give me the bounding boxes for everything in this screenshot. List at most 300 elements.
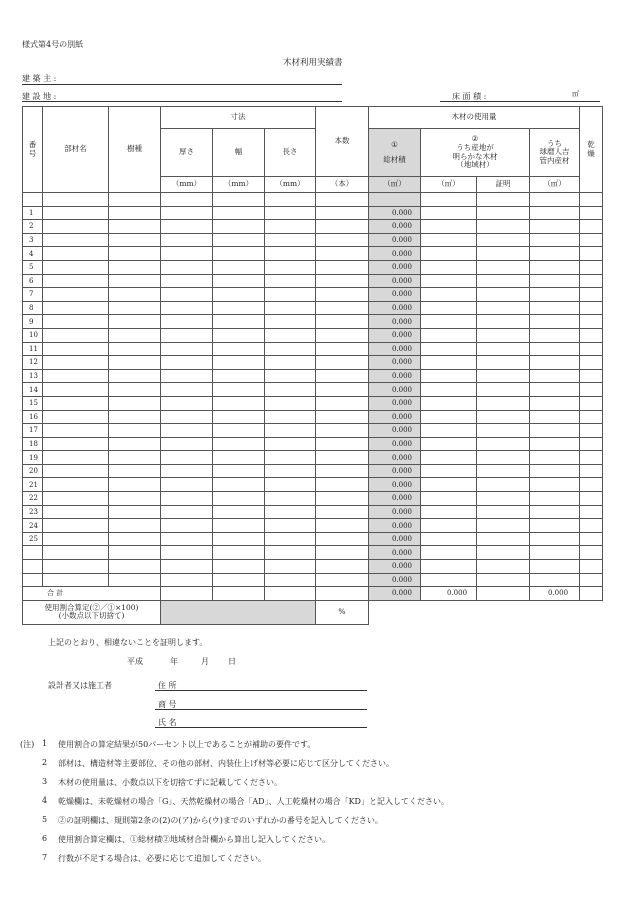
row-cell[interactable]: [477, 247, 530, 261]
row-cell[interactable]: [161, 301, 213, 315]
row-cell[interactable]: [161, 356, 213, 370]
row-cell[interactable]: [580, 383, 603, 397]
row-cell[interactable]: [213, 546, 265, 560]
row-cell[interactable]: [265, 492, 316, 506]
row-cell[interactable]: [580, 247, 603, 261]
row-cell[interactable]: [421, 328, 477, 342]
row-cell[interactable]: [421, 260, 477, 274]
row-cell[interactable]: [109, 301, 161, 315]
row-cell[interactable]: [421, 478, 477, 492]
row-cell[interactable]: [265, 356, 316, 370]
row-cell[interactable]: [316, 247, 369, 261]
row-cell[interactable]: [109, 315, 161, 329]
row-cell[interactable]: [421, 315, 477, 329]
row-cell[interactable]: [530, 342, 580, 356]
row-cell[interactable]: [580, 220, 603, 234]
row-cell[interactable]: [213, 532, 265, 546]
row-cell[interactable]: [530, 396, 580, 410]
row-cell[interactable]: [109, 356, 161, 370]
row-cell[interactable]: [109, 274, 161, 288]
row-cell[interactable]: [161, 410, 213, 424]
row-cell[interactable]: [213, 301, 265, 315]
row-cell[interactable]: [421, 301, 477, 315]
row-cell[interactable]: [421, 532, 477, 546]
row-cell[interactable]: [530, 383, 580, 397]
row-cell[interactable]: [580, 546, 603, 560]
row-cell[interactable]: [316, 220, 369, 234]
row-cell[interactable]: [477, 260, 530, 274]
row-cell[interactable]: [109, 519, 161, 533]
floor-area-field[interactable]: [440, 101, 600, 102]
row-cell[interactable]: [265, 369, 316, 383]
row-cell[interactable]: [580, 519, 603, 533]
row-cell[interactable]: [161, 424, 213, 438]
row-cell[interactable]: [43, 560, 109, 574]
row-cell[interactable]: [580, 301, 603, 315]
row-cell[interactable]: [580, 369, 603, 383]
row-cell[interactable]: [109, 206, 161, 220]
row-cell[interactable]: [530, 193, 580, 207]
row-cell[interactable]: [213, 342, 265, 356]
row-cell[interactable]: [530, 464, 580, 478]
row-cell[interactable]: [43, 464, 109, 478]
row-cell[interactable]: [421, 356, 477, 370]
row-cell[interactable]: [161, 233, 213, 247]
row-cell[interactable]: [477, 328, 530, 342]
row-cell[interactable]: [421, 220, 477, 234]
row-cell[interactable]: [109, 505, 161, 519]
row-cell[interactable]: [213, 451, 265, 465]
row-cell[interactable]: [530, 260, 580, 274]
row-cell[interactable]: [530, 573, 580, 587]
row-cell[interactable]: [316, 492, 369, 506]
row-cell[interactable]: [109, 424, 161, 438]
row-cell[interactable]: [530, 233, 580, 247]
row-cell[interactable]: [477, 410, 530, 424]
row-cell[interactable]: [316, 260, 369, 274]
row-cell[interactable]: [580, 560, 603, 574]
row-cell[interactable]: [43, 519, 109, 533]
row-cell[interactable]: [265, 288, 316, 302]
row-cell[interactable]: [213, 274, 265, 288]
row-cell[interactable]: [316, 451, 369, 465]
row-cell[interactable]: [265, 383, 316, 397]
row-cell[interactable]: [161, 220, 213, 234]
row-cell[interactable]: [109, 492, 161, 506]
row-cell[interactable]: [161, 193, 213, 207]
row-cell[interactable]: [316, 505, 369, 519]
row-cell[interactable]: [265, 206, 316, 220]
row-cell[interactable]: [580, 451, 603, 465]
row-cell[interactable]: [265, 315, 316, 329]
row-cell[interactable]: [421, 464, 477, 478]
row-cell[interactable]: [530, 519, 580, 533]
row-cell[interactable]: [530, 369, 580, 383]
row-cell[interactable]: [161, 492, 213, 506]
row-cell[interactable]: [477, 560, 530, 574]
row-cell[interactable]: [477, 546, 530, 560]
row-cell[interactable]: [161, 315, 213, 329]
row-cell[interactable]: [316, 288, 369, 302]
row-cell[interactable]: [213, 383, 265, 397]
row-cell[interactable]: [109, 532, 161, 546]
row-cell[interactable]: [109, 342, 161, 356]
row-cell[interactable]: [316, 342, 369, 356]
row-cell[interactable]: [477, 206, 530, 220]
row-cell[interactable]: [109, 451, 161, 465]
row-cell[interactable]: [109, 288, 161, 302]
row-cell[interactable]: [421, 424, 477, 438]
row-cell[interactable]: [316, 356, 369, 370]
row-cell[interactable]: [109, 560, 161, 574]
row-cell[interactable]: [43, 247, 109, 261]
row-cell[interactable]: [43, 369, 109, 383]
row-cell[interactable]: [316, 464, 369, 478]
row-cell[interactable]: [477, 519, 530, 533]
row-cell[interactable]: [213, 247, 265, 261]
row-cell[interactable]: [265, 410, 316, 424]
row-cell[interactable]: [43, 505, 109, 519]
row-cell[interactable]: [43, 383, 109, 397]
row-cell[interactable]: [530, 492, 580, 506]
row-cell[interactable]: [580, 464, 603, 478]
row-cell[interactable]: [530, 424, 580, 438]
row-cell[interactable]: [109, 247, 161, 261]
row-cell[interactable]: [530, 546, 580, 560]
row-cell[interactable]: [43, 260, 109, 274]
row-cell[interactable]: [530, 478, 580, 492]
row-cell[interactable]: [580, 478, 603, 492]
row-cell[interactable]: [265, 328, 316, 342]
row-cell[interactable]: [530, 328, 580, 342]
row-cell[interactable]: [477, 492, 530, 506]
row-cell[interactable]: [316, 233, 369, 247]
row-cell[interactable]: [421, 233, 477, 247]
row-cell[interactable]: [265, 233, 316, 247]
row-cell[interactable]: [530, 410, 580, 424]
row-cell[interactable]: [421, 573, 477, 587]
row-cell[interactable]: [43, 342, 109, 356]
row-cell[interactable]: [161, 451, 213, 465]
row-cell[interactable]: [477, 424, 530, 438]
row-cell[interactable]: [43, 532, 109, 546]
row-cell[interactable]: [421, 505, 477, 519]
row-cell[interactable]: [530, 206, 580, 220]
row-cell[interactable]: [161, 546, 213, 560]
row-cell[interactable]: [43, 328, 109, 342]
row-cell[interactable]: [477, 464, 530, 478]
row-number: [23, 560, 43, 574]
row-cell[interactable]: [421, 410, 477, 424]
row-cell[interactable]: [530, 451, 580, 465]
row-cell[interactable]: [530, 274, 580, 288]
row-cell[interactable]: [43, 233, 109, 247]
row-cell[interactable]: [213, 437, 265, 451]
row-cell[interactable]: [109, 260, 161, 274]
address-field[interactable]: [155, 690, 367, 691]
row-cell[interactable]: [316, 560, 369, 574]
row-cell[interactable]: [213, 288, 265, 302]
row-cell[interactable]: [265, 546, 316, 560]
row-cell[interactable]: [421, 342, 477, 356]
row-cell[interactable]: [477, 383, 530, 397]
row-cell[interactable]: [530, 301, 580, 315]
row-cell[interactable]: [213, 492, 265, 506]
row-cell[interactable]: [316, 369, 369, 383]
row-cell[interactable]: [477, 437, 530, 451]
row-cell[interactable]: [43, 396, 109, 410]
row-cell[interactable]: [421, 247, 477, 261]
row-cell[interactable]: [213, 573, 265, 587]
row-cell[interactable]: [161, 260, 213, 274]
row-cell[interactable]: [477, 356, 530, 370]
row-cell[interactable]: [43, 315, 109, 329]
row-cell[interactable]: [316, 424, 369, 438]
row-cell[interactable]: [161, 383, 213, 397]
row-cell[interactable]: [421, 206, 477, 220]
row-cell[interactable]: [161, 505, 213, 519]
row-cell[interactable]: [109, 546, 161, 560]
row-cell[interactable]: [265, 301, 316, 315]
row-cell[interactable]: [265, 424, 316, 438]
row-cell[interactable]: [43, 356, 109, 370]
row-cell[interactable]: [421, 383, 477, 397]
row-cell[interactable]: [421, 519, 477, 533]
row-cell[interactable]: [316, 193, 369, 207]
row-cell[interactable]: [161, 206, 213, 220]
row-cell[interactable]: [316, 396, 369, 410]
row-cell[interactable]: [580, 492, 603, 506]
row-cell[interactable]: [580, 206, 603, 220]
row-cell[interactable]: [580, 573, 603, 587]
row-cell[interactable]: [421, 193, 477, 207]
row-cell[interactable]: [265, 274, 316, 288]
row-cell[interactable]: [530, 532, 580, 546]
row-cell[interactable]: [161, 369, 213, 383]
row-cell[interactable]: [213, 424, 265, 438]
row-cell[interactable]: [316, 301, 369, 315]
row-cell[interactable]: [213, 519, 265, 533]
row-cell[interactable]: [213, 464, 265, 478]
row-cell[interactable]: [109, 369, 161, 383]
row-cell[interactable]: [316, 206, 369, 220]
row-cell[interactable]: [580, 410, 603, 424]
row-cell[interactable]: [477, 288, 530, 302]
row-cell[interactable]: [477, 396, 530, 410]
row-cell[interactable]: [265, 505, 316, 519]
row-cell[interactable]: [421, 546, 477, 560]
row-cell[interactable]: [580, 396, 603, 410]
row-cell[interactable]: [213, 356, 265, 370]
row-cell[interactable]: [213, 505, 265, 519]
row-cell[interactable]: [316, 546, 369, 560]
row-cell[interactable]: [316, 274, 369, 288]
row-cell[interactable]: [109, 193, 161, 207]
name-field[interactable]: [155, 727, 367, 728]
row-cell[interactable]: [265, 247, 316, 261]
note-text: 木材の使用量は、小数点以下を切捨てずに記載してください。: [58, 778, 282, 787]
row-cell[interactable]: [161, 573, 213, 587]
row-cell[interactable]: [265, 532, 316, 546]
row-cell[interactable]: [161, 396, 213, 410]
row-cell[interactable]: [421, 560, 477, 574]
row-cell[interactable]: [213, 260, 265, 274]
row-cell[interactable]: [421, 396, 477, 410]
row-cell[interactable]: [109, 464, 161, 478]
row-cell[interactable]: [421, 437, 477, 451]
row-cell[interactable]: [477, 505, 530, 519]
row-cell[interactable]: [43, 437, 109, 451]
row-cell[interactable]: [477, 220, 530, 234]
row-cell[interactable]: [530, 560, 580, 574]
row-cell[interactable]: [161, 437, 213, 451]
row-cell[interactable]: [580, 342, 603, 356]
row-cell[interactable]: [265, 560, 316, 574]
row-cell[interactable]: [161, 560, 213, 574]
row-cell[interactable]: [530, 356, 580, 370]
row-cell[interactable]: [316, 519, 369, 533]
row-cell[interactable]: [43, 478, 109, 492]
row-cell[interactable]: [43, 274, 109, 288]
row-cell[interactable]: [213, 328, 265, 342]
row-cell[interactable]: [161, 328, 213, 342]
row-cell[interactable]: [477, 478, 530, 492]
row-cell[interactable]: [530, 247, 580, 261]
row-cell[interactable]: [580, 505, 603, 519]
row-cell[interactable]: [213, 369, 265, 383]
row-cell[interactable]: [265, 573, 316, 587]
row-cell[interactable]: [265, 193, 316, 207]
row-cell[interactable]: [161, 288, 213, 302]
row-cell[interactable]: [477, 369, 530, 383]
row-cell[interactable]: [580, 288, 603, 302]
row-cell[interactable]: [265, 478, 316, 492]
row-cell[interactable]: [213, 478, 265, 492]
row-cell[interactable]: [43, 546, 109, 560]
row-cell[interactable]: [316, 328, 369, 342]
row-total-volume: 0.000: [369, 274, 421, 288]
row-cell[interactable]: [316, 478, 369, 492]
row-cell[interactable]: [580, 437, 603, 451]
row-cell[interactable]: [109, 233, 161, 247]
row-cell[interactable]: [43, 206, 109, 220]
row-cell[interactable]: [580, 356, 603, 370]
row-cell[interactable]: [213, 315, 265, 329]
row-cell[interactable]: [43, 301, 109, 315]
row-cell[interactable]: [316, 410, 369, 424]
row-cell[interactable]: [477, 233, 530, 247]
row-cell[interactable]: [43, 451, 109, 465]
row-cell[interactable]: [421, 274, 477, 288]
row-cell[interactable]: [316, 315, 369, 329]
row-cell[interactable]: [265, 342, 316, 356]
row-cell[interactable]: [213, 396, 265, 410]
row-cell[interactable]: [161, 464, 213, 478]
row-cell[interactable]: [213, 410, 265, 424]
table-row: [23, 478, 603, 492]
row-cell[interactable]: [530, 315, 580, 329]
row-cell[interactable]: [530, 220, 580, 234]
row-cell[interactable]: [161, 342, 213, 356]
row-cell[interactable]: [213, 193, 265, 207]
row-cell[interactable]: [265, 396, 316, 410]
row-cell[interactable]: [213, 220, 265, 234]
row-cell[interactable]: [580, 233, 603, 247]
row-cell[interactable]: [161, 478, 213, 492]
row-cell[interactable]: [109, 383, 161, 397]
row-cell[interactable]: [477, 315, 530, 329]
row-cell[interactable]: [161, 532, 213, 546]
row-cell[interactable]: [213, 560, 265, 574]
row-cell[interactable]: [265, 519, 316, 533]
row-cell[interactable]: [213, 233, 265, 247]
row-cell[interactable]: [580, 424, 603, 438]
row-cell[interactable]: [43, 424, 109, 438]
row-cell[interactable]: [213, 206, 265, 220]
row-cell[interactable]: [580, 532, 603, 546]
row-cell[interactable]: [580, 274, 603, 288]
row-cell[interactable]: [477, 573, 530, 587]
row-cell[interactable]: [109, 573, 161, 587]
row-cell[interactable]: [316, 573, 369, 587]
row-cell[interactable]: [477, 274, 530, 288]
site-field[interactable]: [22, 101, 342, 102]
row-cell[interactable]: [316, 437, 369, 451]
row-cell[interactable]: [43, 288, 109, 302]
row-cell[interactable]: [421, 369, 477, 383]
row-cell[interactable]: [109, 396, 161, 410]
row-cell[interactable]: [265, 437, 316, 451]
row-cell[interactable]: [43, 220, 109, 234]
row-cell[interactable]: [265, 220, 316, 234]
row-cell[interactable]: [161, 274, 213, 288]
row-cell[interactable]: [109, 328, 161, 342]
row-cell[interactable]: [265, 260, 316, 274]
row-cell[interactable]: [161, 247, 213, 261]
row-cell[interactable]: [477, 451, 530, 465]
row-cell[interactable]: [43, 410, 109, 424]
row-cell[interactable]: [580, 328, 603, 342]
row-cell[interactable]: [109, 478, 161, 492]
row-cell[interactable]: [265, 451, 316, 465]
builder-field[interactable]: [22, 84, 342, 85]
row-cell[interactable]: [421, 288, 477, 302]
row-cell[interactable]: [477, 301, 530, 315]
row-cell[interactable]: [530, 437, 580, 451]
row-cell[interactable]: [421, 451, 477, 465]
row-cell[interactable]: [43, 193, 109, 207]
row-cell[interactable]: [161, 519, 213, 533]
row-cell[interactable]: [530, 288, 580, 302]
row-cell[interactable]: [43, 492, 109, 506]
row-cell[interactable]: [580, 315, 603, 329]
row-cell[interactable]: [580, 260, 603, 274]
row-cell[interactable]: [109, 410, 161, 424]
row-cell[interactable]: [477, 532, 530, 546]
row-cell[interactable]: [477, 342, 530, 356]
row-cell[interactable]: [316, 532, 369, 546]
row-cell[interactable]: [109, 437, 161, 451]
row-cell[interactable]: [316, 383, 369, 397]
row-cell[interactable]: [109, 220, 161, 234]
row-cell[interactable]: [580, 193, 603, 207]
row-cell[interactable]: [477, 193, 530, 207]
row-cell[interactable]: [530, 505, 580, 519]
row-cell[interactable]: [421, 492, 477, 506]
row-cell[interactable]: [43, 573, 109, 587]
row-cell[interactable]: [265, 464, 316, 478]
company-field[interactable]: [155, 709, 367, 710]
